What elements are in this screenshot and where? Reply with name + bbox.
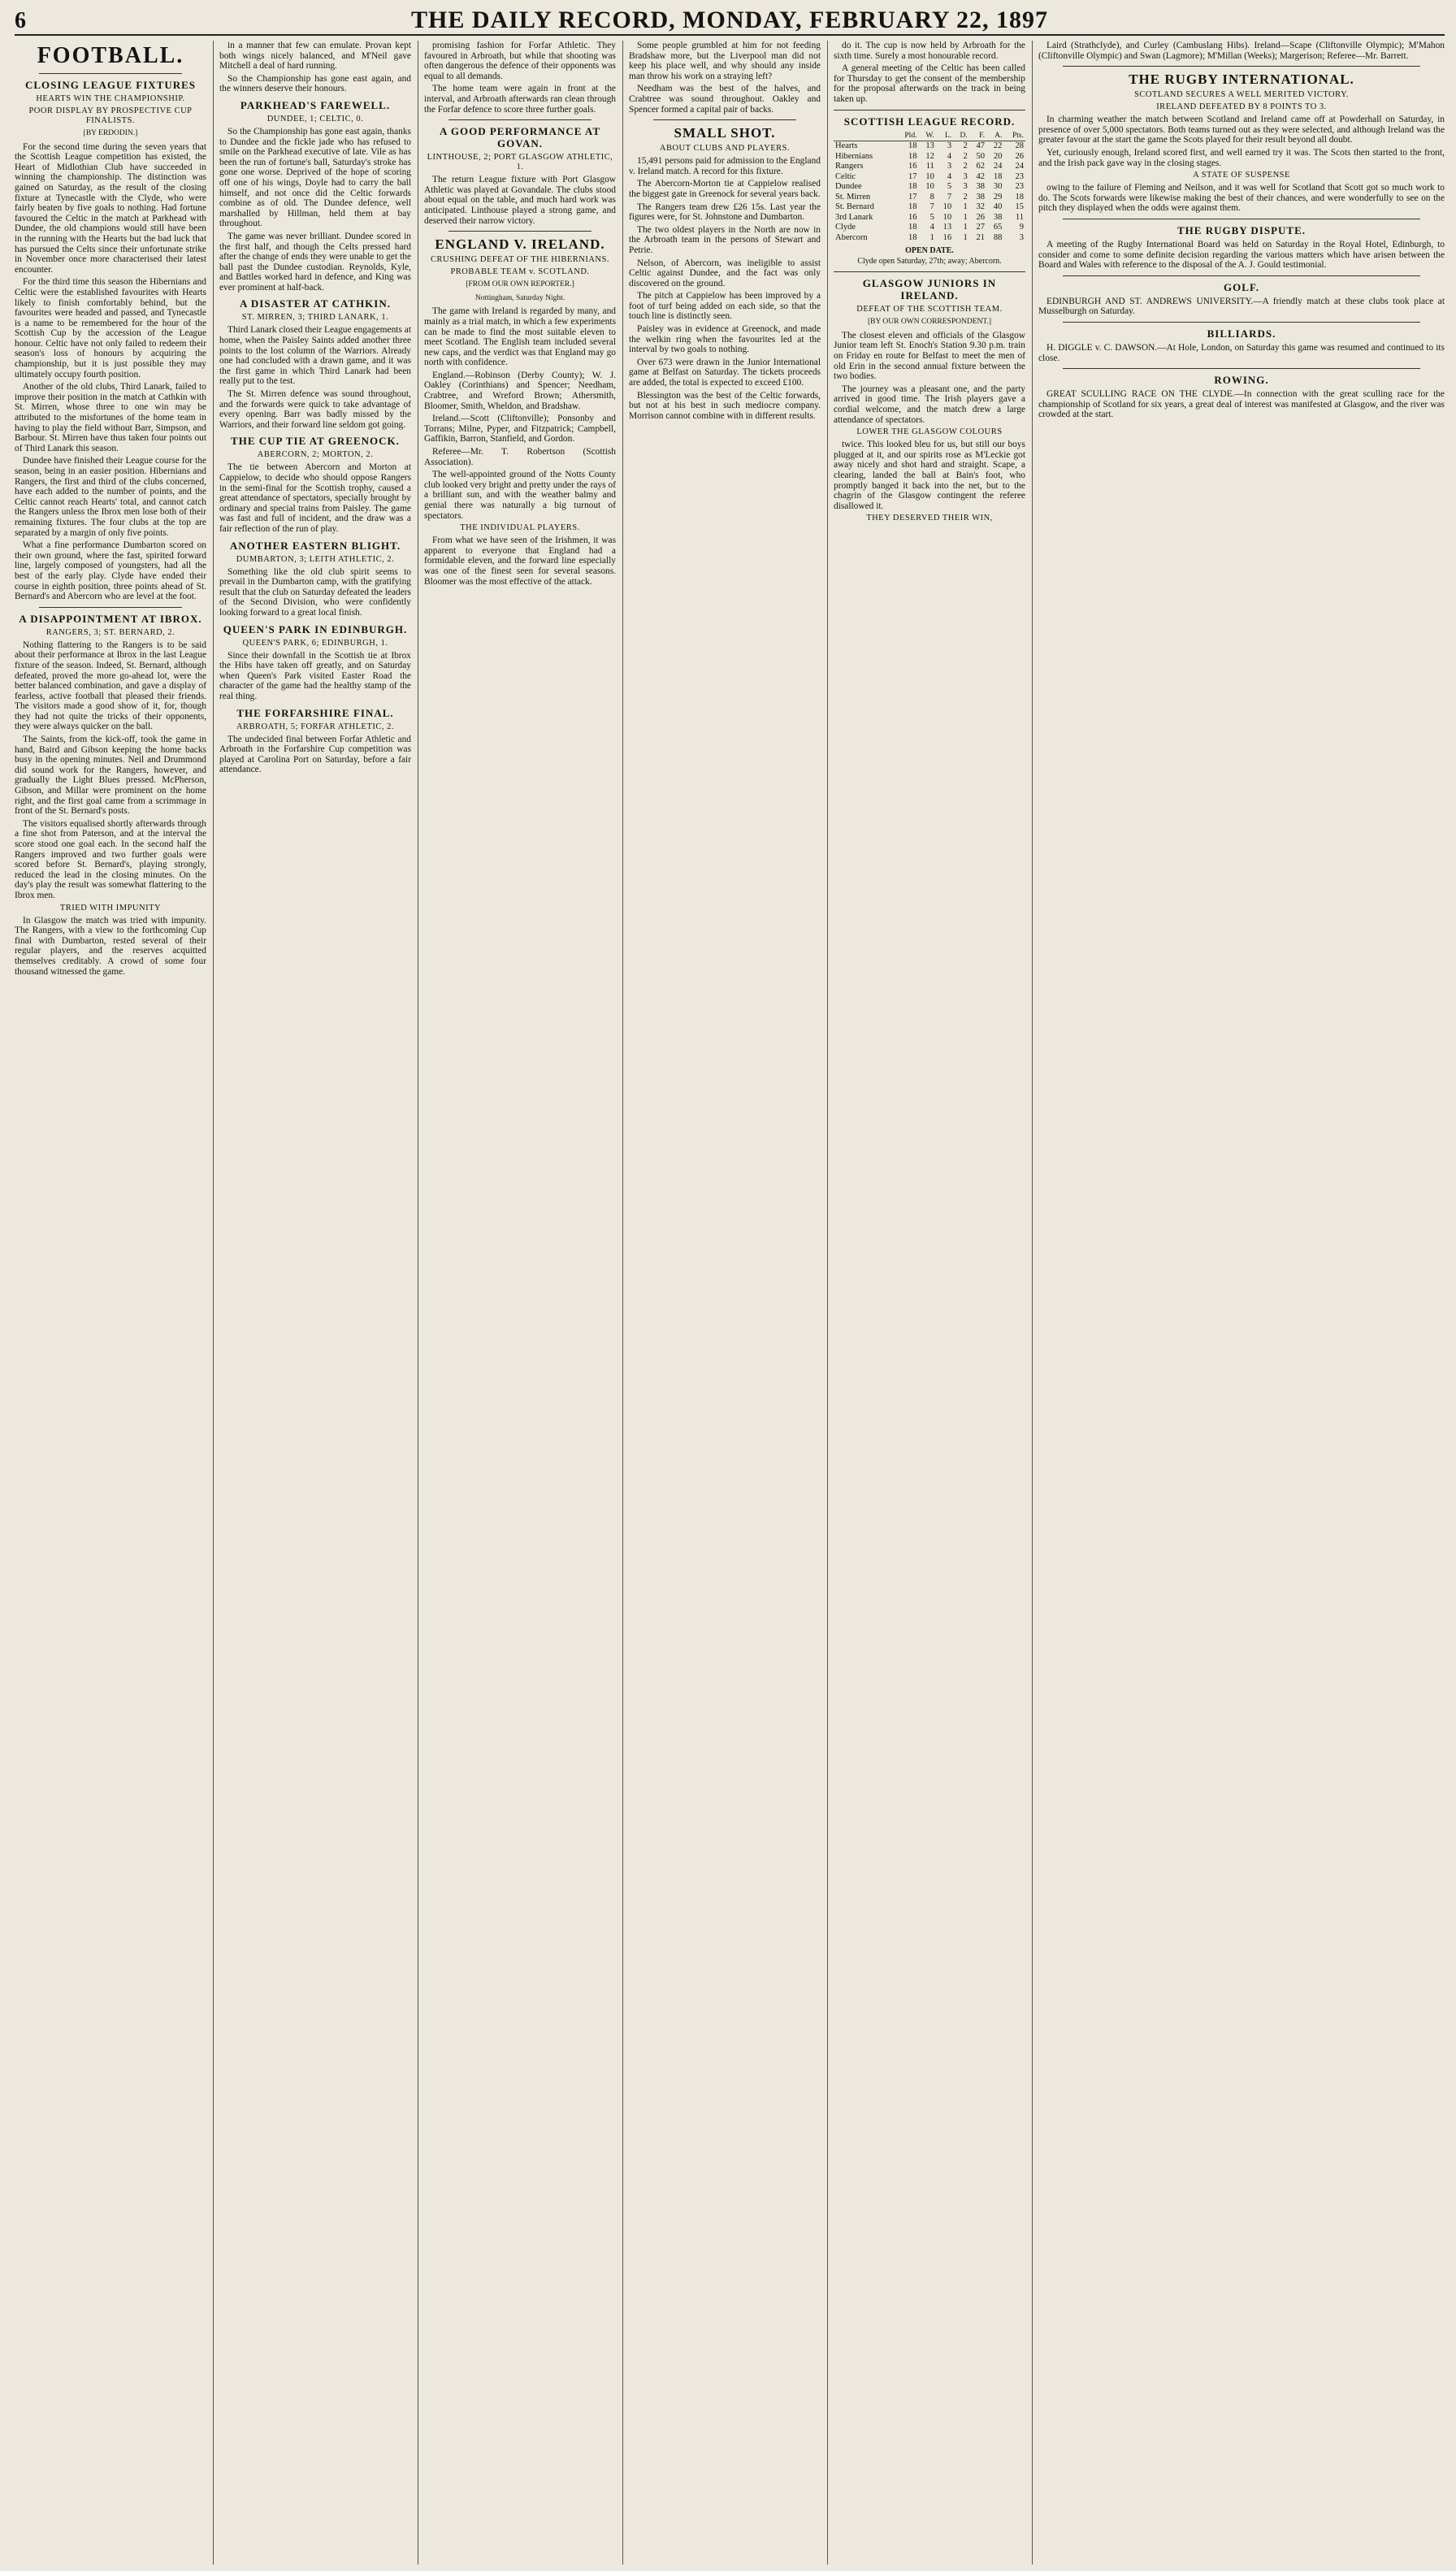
table-cell: 18: [908, 202, 917, 212]
league-table-title: SCOTTISH LEAGUE RECORD.: [843, 115, 1016, 128]
subhead-probable-team: PROBABLE TEAM v. SCOTLAND.: [450, 267, 590, 277]
article-paragraph: in a manner that few can emulate. Provan kept both wings nicely balanced, and M'Neil gave Mitchell a deal of hard running.: [219, 41, 411, 72]
table-cell: 26: [976, 212, 986, 222]
table-header-cell: L.: [936, 131, 953, 141]
table-cell: 17: [908, 192, 917, 202]
article-paragraph: Needham was the best of the halves, and Crabtree was sound throughout. Oakley and Spencer formed a capital pair of backs.: [629, 84, 821, 115]
headline-rugby-international: THE RUGBY INTERNATIONAL.: [1129, 72, 1354, 88]
table-header-cell: Pld.: [895, 131, 918, 141]
headline-eastern-blight: ANOTHER EASTERN BLIGHT.: [229, 539, 401, 552]
table-row: [834, 213, 1025, 223]
table-cell: 9: [1019, 223, 1024, 232]
table-cell: 22: [993, 141, 1003, 151]
headline-closing-league: CLOSING LEAGUE FIXTURES: [24, 79, 197, 91]
table-cell: 40: [993, 202, 1003, 212]
subhead-clubs-players: ABOUT CLUBS AND PLAYERS.: [659, 144, 791, 154]
article-paragraph: The pitch at Cappielow has been improved by a foot of turf being added on each side, so that the touch line is distinctly seen.: [629, 291, 821, 322]
subhead-lower-colours: LOWER THE GLASGOW COLOURS: [856, 427, 1003, 437]
byline: [BY OUR OWN CORRESPONDENT.]: [868, 318, 991, 327]
table-cell: Hibernians: [835, 151, 873, 161]
subhead-tried: TRIED WITH IMPUNITY: [59, 903, 162, 913]
table-cell: 3: [963, 171, 968, 181]
table-cell: 38: [976, 192, 986, 202]
table-header-cell: A.: [986, 131, 1003, 141]
table-cell: 18: [908, 141, 917, 151]
table-cell: 2: [963, 162, 968, 171]
headline-govan: A GOOD PERFORMANCE AT GOVAN.: [439, 125, 601, 150]
article-paragraph: The Saints, from the kick-off, took the game in hand, Baird and Gibson keeping the home backs busy in the opening minutes. Neil and Drummond did sound work for the Rangers, however, and gradually the Light Blues pressed. McPherson, Gibson, and Millar were prominent on the home right, and the first goal came from a scrimmage in front of the St. Bernard's posts.: [15, 735, 206, 817]
table-cell: 11: [1015, 212, 1024, 222]
table-cell: 32: [976, 202, 986, 212]
table-cell: 2: [963, 141, 968, 151]
subhead-scotland-secures: SCOTLAND SECURES A WELL MERITED VICTORY.: [1134, 90, 1349, 100]
article-paragraph: Referee—Mr. T. Robertson (Scottish Association).: [424, 447, 616, 467]
article-paragraph: What a fine performance Dumbarton scored on their own ground, where the fast, spirited forward line, largely composed of youngsters, had all the best of the early play. Clyde have ended their course in eighth position, three points ahead of St. Bernard's and Abercorn who are level at the foot.: [15, 540, 206, 602]
table-cell: Hearts: [835, 141, 858, 151]
table-cell: 10: [942, 212, 952, 222]
table-cell: 4: [947, 151, 952, 161]
table-header-cell: D.: [953, 131, 969, 141]
table-cell: 16: [942, 232, 952, 242]
table-cell: 18: [993, 171, 1003, 181]
article-paragraph: England.—Robinson (Derby County); W. J. Oakley (Corinthians) and Spencer; Needham, Crabtree, and Wreford Brown; Athersmith, Bloomer, Smith, Wheldon, and Bradshaw.: [424, 370, 616, 411]
article-paragraph: Paisley was in evidence at Greenock, and made the welkin ring when the favourites led at the interval by two goals to nothing.: [629, 324, 821, 355]
table-cell: 10: [925, 182, 934, 192]
table-cell: 3: [963, 182, 968, 192]
headline-england-ireland: ENGLAND V. IRELAND.: [435, 236, 605, 253]
subhead-suspense: A STATE OF SUSPENSE: [1193, 171, 1290, 180]
article-paragraph: Some people grumbled at him for not feeding Bradshaw more, but the Liverpool man did not keep his place well, and why should any inside man throw his work on a straying left?: [629, 41, 821, 81]
table-cell: 5: [947, 182, 952, 192]
table-cell: 2: [963, 151, 968, 161]
score-line: QUEEN'S PARK, 6; EDINBURGH, 1.: [242, 638, 388, 648]
column-2: [219, 41, 411, 2564]
article-paragraph: Laird (Strathclyde), and Curley (Cambuslang Hibs). Ireland—Scape (Cliftonville Olympic); M'Mahon (Cliftonville Olympic) and Swan (Lagmore); M'Millan (Weeks); Margerison; Referee—Mr. Barrett.: [1038, 41, 1445, 61]
table-cell: 65: [993, 223, 1003, 232]
table-cell: Abercorn: [835, 232, 868, 242]
column-3: [424, 41, 616, 2564]
table-row: [834, 223, 1025, 233]
table-cell: 26: [1015, 151, 1024, 161]
table-row: [834, 233, 1025, 244]
table-cell: 4: [930, 223, 934, 232]
article-paragraph: The well-appointed ground of the Notts County club looked very bright and pretty under the rays of a brilliant sun, and with the weather balmy and genial there was naturally a big turnout of spectators.: [424, 470, 616, 521]
table-row: [834, 193, 1025, 203]
headline-greenock: THE CUP TIE AT GREENOCK.: [231, 435, 400, 448]
table-cell: 3: [947, 162, 952, 171]
article-paragraph: Dundee have finished their League course for the season, being in an easier position. Hibernians and Rangers, the first and third of the clubs concerned, have each added to the number of points, and the Celtic cannot reach Hearts' total, and cannot catch the Rangers unless the Ibrox men lose both of their remaining fixtures. The four clubs at the top are separated by a margin of only five points.: [15, 456, 206, 538]
table-cell: 3rd Lanark: [835, 212, 873, 222]
table-row: [834, 182, 1025, 193]
table-row: [834, 202, 1025, 213]
headline-parkhead: PARKHEAD'S FAREWELL.: [240, 98, 391, 111]
subhead-individual-players: THE INDIVIDUAL PLAYERS.: [460, 523, 580, 533]
article-paragraph: The closest eleven and officials of the Glasgow Junior team left St. Enoch's Station 9.30 p.m. train on Friday en route for Belfast to meet the men of old Erin in the second annual fixture between the two bodies.: [834, 330, 1025, 382]
article-paragraph: In charming weather the match between Scotland and Ireland came off at Powderhall on Saturday, in presence of over 5,000 spectators. Both teams turned out as they were selected, and although Ireland was the greater favour at the start the game the Scots played for their result beyond all doubt.: [1038, 115, 1445, 145]
table-cell: 7: [947, 192, 952, 202]
table-cell: Dundee: [835, 182, 862, 192]
table-cell: 42: [976, 171, 986, 181]
article-paragraph: GREAT SCULLING RACE ON THE CLYDE.—In connection with the great sculling race for the championship of Scotland for six years, a great deal of interest was manifested at Glasgow, and the river was crowded at the start.: [1038, 389, 1445, 420]
article-paragraph: promising fashion for Forfar Athletic. They favoured in Arbroath, but while that shooting was often dangerous the defence of their opponents was equal to all demands.: [424, 41, 616, 81]
league-table: [834, 131, 1025, 244]
table-cell: 3: [947, 141, 952, 151]
subhead-poor-display: POOR DISPLAY BY PROSPECTIVE CUP FINALISTS.: [28, 106, 193, 125]
table-cell: 4: [947, 171, 952, 181]
table-cell: 62: [976, 162, 986, 171]
table-cell: 3: [1019, 232, 1024, 242]
table-cell: 18: [908, 223, 917, 232]
article-paragraph: The journey was a pleasant one, and the party arrived in good time. The Irish players gave a cordial welcome, and the match drew a large attendance of spectators.: [834, 384, 1025, 425]
table-cell: 18: [908, 182, 917, 192]
table-cell: 1: [930, 232, 934, 242]
byline: [FROM OUR OWN REPORTER.]: [466, 280, 574, 289]
score-line: DUMBARTON, 3; LEITH ATHLETIC, 2.: [236, 554, 395, 564]
headline-small-shot: SMALL SHOT.: [674, 125, 776, 141]
article-paragraph: Blessington was the best of the Celtic forwards, but not at his best in such mediocre company. Morrison cannot combine with in different results.: [629, 390, 821, 421]
table-cell: 1: [963, 232, 968, 242]
table-cell: 88: [993, 232, 1003, 242]
section-title-football: FOOTBALL.: [37, 43, 184, 68]
table-cell: 27: [976, 223, 986, 232]
table-cell: 2: [963, 192, 968, 202]
article-paragraph: 15,491 persons paid for admission to the England v. Ireland match. A record for this fixture.: [629, 156, 821, 176]
table-cell: 15: [1015, 202, 1024, 212]
dateline: Nottingham, Saturday Night.: [474, 293, 566, 302]
article-paragraph: The home team were again in front at the interval, and Arbroath afterwards ran clean through the Forfar defence to score three further goals.: [424, 84, 616, 115]
table-row: [834, 152, 1025, 163]
subhead-deserved-win: THEY DESERVED THEIR WIN,: [866, 514, 993, 523]
article-paragraph: Nothing flattering to the Rangers is to be said about their performance at Ibrox in the last League fixture of the season. Indeed, St. Bernard, although defeated, proved the more go-ahead lot, were the better balanced combination, and gave a display of fearless, active football that pleased their friends. The visitors made a good show of it, for, though they had not quite the tricks of their opponents, they were always quicker on the ball.: [15, 639, 206, 732]
table-cell: 38: [993, 212, 1003, 222]
table-header-cell: Pts.: [1003, 131, 1025, 141]
article-paragraph: The St. Mirren defence was sound throughout, and the forwards were quick to take advantage of every opening. Barr was badly missed by the Warriors, and their forward line seldom got going.: [219, 389, 411, 430]
subhead-ireland-defeated: IRELAND DEFEATED BY 8 POINTS TO 3.: [1156, 102, 1327, 112]
headline-rugby-dispute: THE RUGBY DISPUTE.: [1176, 223, 1306, 236]
table-header-cell: W.: [918, 131, 935, 141]
open-date-label: OPEN DATE.: [905, 246, 954, 256]
article-paragraph: The undecided final between Forfar Athletic and Arbroath in the Forfarshire Cup competition was played at Carolina Port on Saturday, before a fair attendance.: [219, 734, 411, 775]
table-cell: St. Mirren: [835, 192, 871, 202]
table-cell: 23: [1015, 171, 1024, 181]
table-cell: 8: [930, 192, 934, 202]
headline-queens-park: QUEEN'S PARK IN EDINBURGH.: [223, 622, 408, 635]
table-cell: 10: [942, 202, 952, 212]
article-paragraph: Another of the old clubs, Third Lanark, failed to improve their position in the match at Cathkin with St. Mirren, whose three to one win may be attributed to the misfortunes of the home team in having to play the field without Barr, Simpson, and Barbour. St. Mirren have thus taken four points out of Third Lanark this season.: [15, 382, 206, 453]
article-paragraph: EDINBURGH AND ST. ANDREWS UNIVERSITY.—A friendly match at these clubs took place at Musselburgh on Saturday.: [1038, 296, 1445, 317]
table-cell: 13: [942, 223, 952, 232]
byline: [BY ERDODIN.]: [83, 129, 138, 137]
table-cell: 24: [1015, 162, 1024, 171]
table-cell: 50: [976, 151, 986, 161]
subhead-defeat: DEFEAT OF THE SCOTTISH TEAM.: [856, 305, 1003, 314]
table-cell: Celtic: [835, 171, 856, 181]
table-cell: 18: [1015, 192, 1024, 202]
table-row: [834, 162, 1025, 172]
article-paragraph: Ireland.—Scott (Cliftonville); Ponsonby and Torrans; Milne, Pyper, and Fitzpatrick; Campbell, Gaffikin, Barron, Stanfield, and Gordon.: [424, 414, 616, 444]
subhead-crushing-defeat: CRUSHING DEFEAT OF THE HIBERNIANS.: [431, 255, 609, 265]
table-cell: Clyde: [835, 223, 856, 232]
headline-golf: GOLF.: [1224, 280, 1259, 293]
article-paragraph: The visitors equalised shortly afterwards through a fine shot from Paterson, and at the interval the score stood one goal each. In the second half the Rangers improved and two further goals were scored before St. Bernard's, playing strongly, reduced the lead in the closing minutes. On the day's play the result was somewhat flattering to the Ibrox men.: [15, 818, 206, 900]
table-cell: 13: [925, 141, 934, 151]
article-paragraph: A general meeting of the Celtic has been called for Thursday to get the consent of the membership for the proposal afterwards on the track in being taken up.: [834, 63, 1025, 104]
table-cell: 1: [963, 223, 968, 232]
table-cell: 16: [908, 212, 917, 222]
score-line: ARBROATH, 5; FORFAR ATHLETIC, 2.: [236, 722, 395, 731]
article-paragraph: A meeting of the Rugby International Board was held on Saturday in the Royal Hotel, Edinburgh, to consider and come to some definite decision regarding the various matters which have arisen between the Board and Wales with reference to the disposal of the A. J. Gould testimonial.: [1038, 239, 1445, 271]
headline-billiards: BILLIARDS.: [1207, 327, 1276, 340]
table-cell: 7: [930, 202, 934, 212]
table-cell: 10: [925, 171, 934, 181]
table-cell: 38: [976, 182, 986, 192]
article-paragraph: The game with Ireland is regarded by many, and mainly as a trial match, in which a few experiments can be made to find the most suitable eleven to meet Scotland. The English team included several new caps, and the verdict was that England may go north with confidence.: [424, 306, 616, 368]
table-row: [834, 141, 1025, 152]
table-cell: 23: [1015, 182, 1024, 192]
article-paragraph: The tie between Abercorn and Morton at Cappielow, to decide who should oppose Rangers in the semi-final for the Scottish trophy, caused a great attendance of spectators, specially brought by ordinary and special trains from Paisley. The game was fast and full of incident, and the draw was a fair reflection of the run of play.: [219, 462, 411, 534]
article-paragraph: twice. This looked bleu for us, but still our boys plugged at it, and our spirits rose as M'Leckie got away nicely and shot hard and straight. Scape, a clearing, landed the ball at Bain's foot, who promptly banged it back into the net, but to the chagrin of the Glasgow contingent the referee disallowed it.: [834, 440, 1025, 511]
score-line: LINTHOUSE, 2; PORT GLASGOW ATHLETIC, 1.: [427, 153, 613, 172]
headline-rowing: ROWING.: [1214, 374, 1269, 387]
article-paragraph: The return League fixture with Port Glasgow Athletic was played at Govandale. The clubs stood about equal on the table, and much hard work was anticipated. Linthouse played a strong game, and deserved their narrow victory.: [424, 175, 616, 226]
column-4: [629, 41, 821, 2564]
columns: [15, 41, 1445, 2564]
score-line: RANGERS, 3; ST. BERNARD, 2.: [46, 627, 176, 637]
article-paragraph: Nelson, of Abercorn, was ineligible to assist Celtic against Dundee, and the fact was only discovered on the ground.: [629, 258, 821, 288]
score-line: ST. MIRREN, 3; THIRD LANARK, 1.: [241, 313, 389, 323]
page-number: 6: [15, 8, 26, 33]
headline-forfarshire: THE FORFARSHIRE FINAL.: [236, 706, 394, 719]
table-row: [834, 172, 1025, 183]
headline-glasgow-juniors: GLASGOW JUNIORS IN IRELAND.: [862, 277, 997, 302]
table-header-cell: [834, 131, 895, 141]
article-paragraph: Something like the old club spirit seems to prevail in the Dumbarton camp, with the gratifying result that the club on Saturday defeated the leaders of the Second Division, who were confidently looking forward to a great local finish.: [219, 566, 411, 618]
table-cell: 28: [1015, 141, 1024, 151]
table-cell: Rangers: [835, 162, 864, 171]
table-cell: 20: [993, 151, 1003, 161]
table-cell: 12: [925, 151, 934, 161]
table-cell: 11: [925, 162, 934, 171]
masthead: [15, 7, 1445, 36]
table-cell: 1: [963, 202, 968, 212]
table-cell: 18: [908, 151, 917, 161]
newspaper-title: THE DAILY RECORD, MONDAY, FEBRUARY 22, 1897: [411, 7, 1048, 33]
table-cell: 29: [993, 192, 1003, 202]
article-paragraph: The Rangers team drew £26 15s. Last year the figures were, for St. Johnstone and Dumbarton.: [629, 202, 821, 223]
table-cell: 47: [976, 141, 986, 151]
headline-cathkin: A DISASTER AT CATHKIN.: [240, 297, 391, 310]
article-paragraph: The game was never brilliant. Dundee scored in the first half, and though the Celts pressed hard after the change of ends they were unable to get the ball past the Dundee custodian. Reynolds, Kyle, and Battles worked hard in defence, and King was ever prominent at half-back.: [219, 231, 411, 293]
article-paragraph: Third Lanark closed their League engagements at home, when the Paisley Saints added another three points to the lost column of the Warriors. Already one had concluded with a drawn game, and it was the first game in which Third Lanark had been really put to the test.: [219, 325, 411, 387]
article-paragraph: In Glasgow the match was tried with impunity. The Rangers, with a view to the forthcoming Cup final with Dumbarton, rested several of their regular players, and the reserves acquitted themselves creditably. A crowd of some four thousand witnessed the game.: [15, 915, 206, 977]
article-paragraph: So the Championship has gone east again, and the winners deserve their honours.: [219, 73, 411, 94]
article-paragraph: For the second time during the seven years that the Scottish League competition has existed, the Heart of Midlothian Club have succeeded in winning the championship. The distinction was gained on Saturday, as the result of the closing fixture at Tynecastle with the Clyde, who were fairly beaten by five goals to nothing. Had fortune favoured the Celtic in the match at Parkhead with Dundee, the old champions would still have been in the running with the Hearts but the bad luck that has pursued the Celts since their unfortunate strike in November once more characterised their latest encounter.: [15, 141, 206, 275]
article-paragraph: H. DIGGLE v. C. DAWSON.—At Hole, London, on Saturday this game was resumed and continued to its close.: [1038, 342, 1445, 363]
subhead-hearts: HEARTS WIN THE CHAMPIONSHIP.: [36, 94, 185, 103]
table-cell: 1: [963, 212, 968, 222]
score-line: ABERCORN, 2; MORTON, 2.: [257, 450, 374, 460]
table-header-cell: F.: [969, 131, 986, 141]
open-date-text: Clyde open Saturday, 27th; away; Abercorn.: [857, 256, 1002, 266]
article-paragraph: For the third time this season the Hibernians and Celtic were the established favourites with Hearts likely to finish comfortably behind, but the favourites were headed and passed, and Tynecastle is a name to be remembered for the hour of the Scottish Cup by the accession of the League honour. Celtic have not only failed to redeem their season's loss of honours by acquiring the championship, but it is just possible they may ultimately occupy fourth position.: [15, 277, 206, 379]
table-cell: 16: [908, 162, 917, 171]
article-paragraph: Since their downfall in the Scottish tie at Ibrox the Hibs have taken off greatly, and on Saturday when Queen's Park visited Easter Road the character of the game had the healthy stamp of the real thing.: [219, 650, 411, 701]
article-paragraph: owing to the failure of Fleming and Neilson, and it was well for Scotland that Scott got so much work to do. The Scots forwards were likewise making the best of their chances, and were wonderfully to see on the pitch they displayed when the odds were against them.: [1038, 183, 1445, 214]
headline-ibrox: A DISAPPOINTMENT AT IBROX.: [19, 612, 202, 625]
column-5: [834, 41, 1025, 2564]
article-paragraph: From what we have seen of the Irishmen, it was apparent to everyone that England had a formidable eleven, and the forward line especially was one of the finest seen for several seasons. Bloomer was the most effective of the attack.: [424, 535, 616, 587]
article-paragraph: So the Championship has gone east again, thanks to Dundee and the fickle jade who has refused to smile on the Parkhead executive of late. Vile as has been the run of fortune's ball, Saturday's stroke has gone one worse. Deprived of the hope of scoring off one of his wings, Doyle had to carry the ball himself, and not once did the Celtic forwards combine as of old. The Dundee defence, well marshalled by Hillman, held them at bay throughout.: [219, 126, 411, 229]
table-cell: 21: [976, 232, 986, 242]
article-paragraph: Over 673 were drawn in the Junior International game at Belfast on Saturday. The tickets proceeds are added, the total is expected to exceed £100.: [629, 357, 821, 388]
table-cell: 24: [993, 162, 1003, 171]
table-cell: 30: [993, 182, 1003, 192]
table-cell: 18: [908, 232, 917, 242]
score-line: DUNDEE, 1; CELTIC, 0.: [266, 114, 364, 124]
table-cell: 5: [930, 212, 934, 222]
article-paragraph: Yet, curiously enough, Ireland scored first, and well earned try it was. The Scots then started to the front, and the Irish pack gave way in the closing stages.: [1038, 147, 1445, 168]
article-paragraph: The Abercorn-Morton tie at Cappielow realised the biggest gate in Greenock for several years back.: [629, 179, 821, 199]
table-cell: St. Bernard: [835, 202, 874, 212]
column-1: [15, 41, 206, 2564]
column-6: [1038, 41, 1445, 2564]
article-paragraph: The two oldest players in the North are now in the Arbroath team in the persons of Stewart and Petrie.: [629, 224, 821, 255]
article-paragraph: do it. The cup is now held by Arbroath for the sixth time. Surely a most honourable record.: [834, 41, 1025, 61]
table-cell: 17: [908, 171, 917, 181]
